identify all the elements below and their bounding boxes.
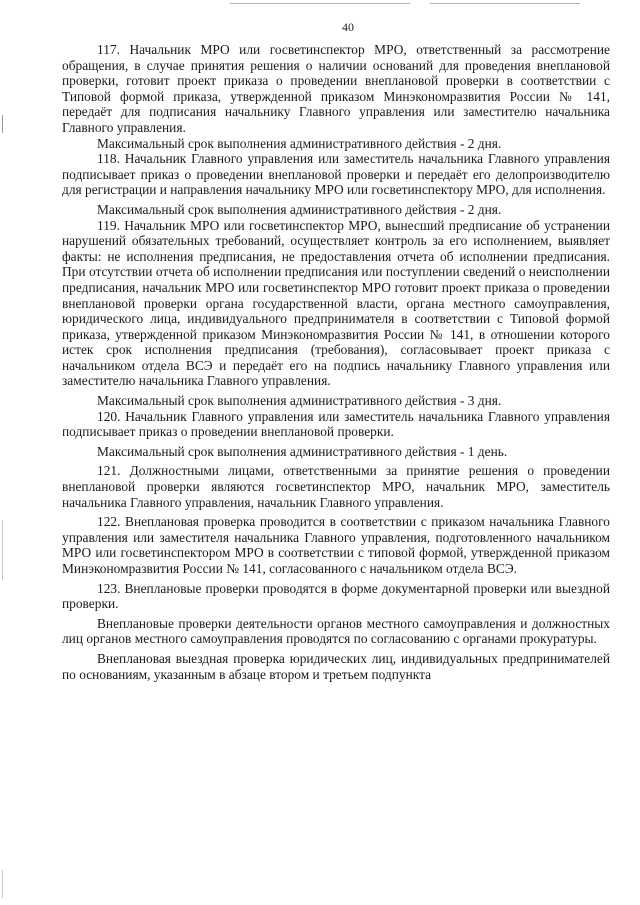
paragraph-117: 117. Начальник МРО или госветинспектор МРО, ответственный за рассмотрение обращения, в случае принятия решения о наличии оснований для проведения внеплановой проверки, готовит проект приказа о проведении внеплановой проверки в соответствии с Типовой формой приказа, утвержденной приказом Минэкономразвития России № 141, передаёт для подписания начальнику Главного управления или заместителю начальника Главного управления. [62,42,610,135]
paragraph-119: 119. Начальник МРО или госветинспектор МРО, вынесший предписание об устранении нарушений обязательных требований, осуществляет контроль за его исполнением, выявляет факты: не исполнения предписания, не предоставления отчета об исполнении предписания. При отсутствии отчета об исполнении предписания или поступлении сведений о неисполнении предписания, начальник МРО или госветинспектор МРО готовит проект приказа о проведении внеплановой проверки органа государственной власти, органа местного самоуправления, юридического лица, индивидуального предпринимателя в соответствии с Типовой формой приказа, утвержденной приказом Минэкономразвития России № 141, в отношении которого истек срок исполнения предписания (требования), согласовывает проект приказа с начальником отдела ВСЭ и передаёт его на подпись начальнику Главного управления или заместителю начальника Главного управления. [62,217,610,389]
paragraph-deadline: Максимальный срок выполнения административного действия - 3 дня. [97,393,502,409]
page-number: 40 [342,20,354,34]
paragraph-120: 120. Начальник Главного управления или заместитель начальника Главного управления подписывает приказ о проведении внеплановой проверки. [62,408,610,440]
scan-top-edge [230,3,410,4]
paragraph-123: 123. Внеплановые проверки проводятся в форме документарной проверки или выездной проверки. [62,580,610,612]
scan-margin-mark [2,115,3,133]
paragraph-122: 122. Внеплановая проверка проводится в соответствии с приказом начальника Главного управления или заместителя начальника Главного управления, подготовленного начальником МРО или госветинспектором МРО в соответствии с типовой формой, утвержденной приказом Минэкономразвития России № 141, согласованного с начальником отдела ВСЭ. [62,514,610,576]
paragraph-local-government: Внеплановые проверки деятельности органов местного самоуправления и должностных лиц органов местного самоуправления проводятся по согласованию с органами прокуратуры. [62,615,610,647]
paragraph-deadline: Максимальный срок выполнения административного действия - 2 дня. [97,135,502,151]
scan-top-edge [430,3,580,4]
paragraph-deadline: Максимальный срок выполнения административного действия - 2 дня. [97,201,502,217]
paragraph-121: 121. Должностными лицами, ответственными за принятие решения о проведении внеплановой проверки являются госветинспектор МРО, начальник МРО, заместитель начальника Главного управления, начальник Главного управления. [62,463,610,510]
paragraph-field-inspection: Внеплановая выездная проверка юридических лиц, индивидуальных предпринимателей по основаниям, указанным в абзаце втором и третьем подпункта [62,650,610,682]
paragraph-deadline: Максимальный срок выполнения административного действия - 1 день. [97,443,508,459]
scan-margin-mark [2,520,3,580]
paragraph-118: 118. Начальник Главного управления или заместитель начальника Главного управления подписывает приказ о проведении внеплановой проверки и передаёт его делопроизводителю для регистрации и направления начальнику МРО или госветинспектору МРО, для исполнения. [62,151,610,198]
scan-margin-mark [2,870,3,898]
document-body [62,42,610,682]
